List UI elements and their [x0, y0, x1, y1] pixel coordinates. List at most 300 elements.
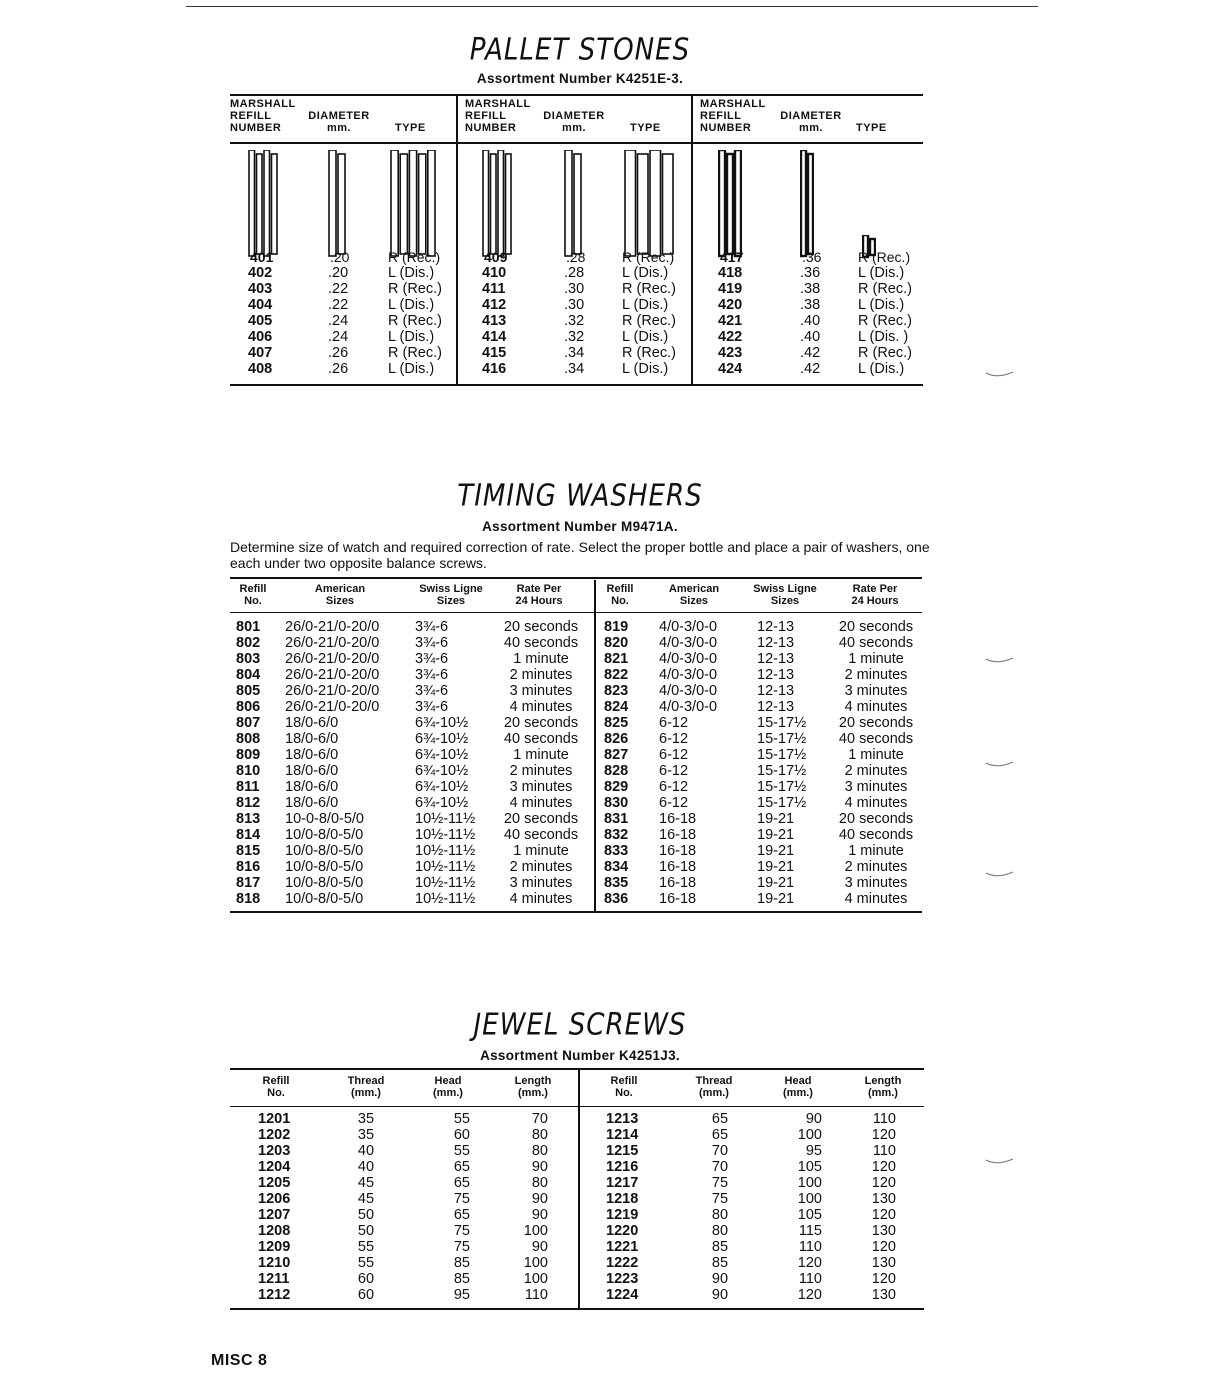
- swiss-ligne-size: 10½-11½: [415, 891, 476, 907]
- length-value: 100: [523, 1223, 548, 1239]
- refill-number: 1202: [258, 1127, 291, 1143]
- rate-per-24-hours: 4 minutes: [509, 795, 573, 811]
- american-size: 4/0-3/0-0: [659, 667, 718, 683]
- refill-number: 421: [718, 313, 743, 329]
- swiss-ligne-size: 10½-11½: [415, 843, 476, 859]
- diameter-value: .34: [564, 361, 585, 377]
- rate-per-24-hours: 20 seconds: [503, 619, 579, 635]
- american-size: 10/0-8/0-5/0: [285, 827, 364, 843]
- refill-number: 825: [604, 715, 629, 731]
- american-size: 4/0-3/0-0: [659, 683, 718, 699]
- american-size: 10-0-8/0-5/0: [285, 811, 364, 827]
- american-size: 16-18: [659, 827, 697, 843]
- american-size: 18/0-6/0: [285, 795, 339, 811]
- rate-per-24-hours: 20 seconds: [838, 619, 914, 635]
- thread-value: 65: [711, 1127, 729, 1143]
- thread-value: 55: [357, 1239, 375, 1255]
- timing-washers-bottom-rule: [230, 911, 922, 913]
- american-size: 4/0-3/0-0: [659, 651, 718, 667]
- refill-number: 1221: [606, 1239, 639, 1255]
- refill-number: 815: [236, 843, 261, 859]
- refill-number: 1203: [258, 1143, 291, 1159]
- diameter-value: .36: [800, 265, 821, 281]
- rate-per-24-hours: 2 minutes: [844, 667, 908, 683]
- refill-number: 836: [604, 891, 629, 907]
- american-size: 6-12: [659, 779, 689, 795]
- refill-number-header: MARSHALL REFILL NUMBER: [230, 98, 296, 134]
- thread-value: 50: [357, 1223, 375, 1239]
- pallet-stones-header-rule: [230, 142, 923, 144]
- swiss-ligne-size: 15-17½: [757, 731, 807, 747]
- refill-number: 824: [604, 699, 629, 715]
- jewel-screws-header-thread: Thread (mm.): [695, 1075, 733, 1099]
- refill-number: 814: [236, 827, 261, 843]
- pallet-stone-illustration: [390, 150, 436, 258]
- refill-number: 820: [604, 635, 629, 651]
- refill-number: 1219: [606, 1207, 639, 1223]
- diameter-value: .30: [564, 297, 585, 313]
- type-value: L (Dis.): [622, 297, 669, 313]
- american-size: 6-12: [659, 747, 689, 763]
- rate-per-24-hours: 3 minutes: [509, 683, 573, 699]
- refill-number: 1216: [606, 1159, 639, 1175]
- length-value: 120: [871, 1239, 896, 1255]
- thread-value: 85: [711, 1239, 729, 1255]
- refill-number: 806: [236, 699, 261, 715]
- thread-value: 80: [711, 1207, 729, 1223]
- length-value: 120: [871, 1207, 896, 1223]
- refill-number: 830: [604, 795, 629, 811]
- illustration-refill-number: 409: [484, 249, 508, 265]
- thread-value: 90: [711, 1271, 729, 1287]
- pallet-stones-separator: [456, 96, 458, 385]
- american-size: 26/0-21/0-20/0: [285, 683, 380, 699]
- head-value: 100: [797, 1127, 822, 1143]
- refill-number: 802: [236, 635, 261, 651]
- refill-number: 404: [248, 297, 273, 313]
- diameter-value: .24: [328, 313, 349, 329]
- rate-per-24-hours: 2 minutes: [844, 859, 908, 875]
- jewel-screws-header-head: Head (mm.): [783, 1075, 813, 1099]
- refill-number: 1204: [258, 1159, 291, 1175]
- rate-per-24-hours: 1 minute: [513, 843, 569, 859]
- jewel-screws-header-refill: Refill No.: [262, 1075, 290, 1099]
- type-header: TYPE: [395, 122, 426, 134]
- type-value: R (Rec.): [388, 281, 442, 297]
- thread-value: 65: [711, 1111, 729, 1127]
- swiss-ligne-size: 15-17½: [757, 715, 807, 731]
- american-size: 18/0-6/0: [285, 747, 339, 763]
- length-value: 70: [531, 1111, 548, 1127]
- jewel-screws-header-head: Head (mm.): [433, 1075, 463, 1099]
- type-value: L (Dis. ): [858, 329, 909, 345]
- american-size: 6-12: [659, 763, 689, 779]
- refill-number: 834: [604, 859, 629, 875]
- refill-number: 423: [718, 345, 743, 361]
- length-value: 130: [871, 1287, 896, 1303]
- illustration-refill-number: 417: [720, 249, 744, 265]
- length-value: 90: [531, 1207, 548, 1223]
- refill-number: 408: [248, 361, 273, 377]
- length-value: 100: [523, 1271, 548, 1287]
- jewel-screws-header-length: Length (mm.): [864, 1075, 902, 1099]
- american-size: 26/0-21/0-20/0: [285, 667, 380, 683]
- pallet-stone-illustration: [800, 150, 814, 258]
- american-size: 16-18: [659, 843, 697, 859]
- thread-value: 40: [357, 1143, 375, 1159]
- swiss-ligne-size: 6¾-10½: [415, 747, 469, 763]
- jewel-screws-header-rule: [230, 1106, 924, 1107]
- refill-number: 818: [236, 891, 261, 907]
- swiss-ligne-size: 3¾-6: [415, 651, 449, 667]
- head-value: 55: [453, 1111, 470, 1127]
- swiss-ligne-size: 15-17½: [757, 747, 807, 763]
- length-value: 120: [871, 1175, 896, 1191]
- illustration-type: R (Rec.): [388, 249, 441, 265]
- american-size: 16-18: [659, 859, 697, 875]
- refill-number: 1217: [606, 1175, 639, 1191]
- diameter-value: .20: [328, 265, 349, 281]
- refill-number: 823: [604, 683, 629, 699]
- rate-per-24-hours: 40 seconds: [838, 635, 914, 651]
- diameter-value: .38: [800, 281, 821, 297]
- swiss-ligne-size: 12-13: [757, 699, 795, 715]
- head-value: 105: [797, 1207, 822, 1223]
- refill-number: 803: [236, 651, 261, 667]
- refill-number: 1220: [606, 1223, 639, 1239]
- refill-number: 1224: [606, 1287, 639, 1303]
- rate-per-24-hours: 4 minutes: [509, 891, 573, 907]
- diameter-value: .22: [328, 297, 349, 313]
- refill-number: 831: [604, 811, 629, 827]
- type-value: R (Rec.): [858, 281, 912, 297]
- refill-number: 1222: [606, 1255, 639, 1271]
- swiss-ligne-size: 19-21: [757, 811, 795, 827]
- american-size: 18/0-6/0: [285, 715, 339, 731]
- swiss-ligne-size: 12-13: [757, 635, 795, 651]
- refill-number-header: MARSHALL REFILL NUMBER: [465, 98, 531, 134]
- diameter-value: .26: [328, 345, 349, 361]
- thread-value: 75: [711, 1191, 729, 1207]
- swiss-ligne-size: 19-21: [757, 827, 795, 843]
- top-rule: [186, 6, 1038, 7]
- refill-number: 410: [482, 265, 507, 281]
- refill-number: 832: [604, 827, 629, 843]
- refill-number: 1212: [258, 1287, 291, 1303]
- pallet-stone-illustration: [248, 150, 278, 258]
- type-value: L (Dis.): [622, 361, 669, 377]
- timing-washers-header-swiss: Swiss Ligne Sizes: [753, 583, 817, 607]
- rate-per-24-hours: 4 minutes: [844, 891, 908, 907]
- rate-per-24-hours: 1 minute: [848, 843, 904, 859]
- pallet-stone-illustration: [482, 150, 512, 258]
- pallet-stones-assortment: Assortment Number K4251E-3.: [476, 71, 684, 86]
- swiss-ligne-size: 3¾-6: [415, 683, 449, 699]
- length-value: 120: [871, 1127, 896, 1143]
- refill-number: 414: [482, 329, 507, 345]
- type-value: R (Rec.): [622, 281, 676, 297]
- diameter-value: .42: [800, 361, 821, 377]
- timing-washers-header-swiss: Swiss Ligne Sizes: [419, 583, 483, 607]
- length-value: 120: [871, 1159, 896, 1175]
- diameter-header: DIAMETER mm.: [780, 110, 842, 134]
- refill-number: 412: [482, 297, 507, 313]
- length-value: 80: [531, 1175, 548, 1191]
- diameter-value: .42: [800, 345, 821, 361]
- illustration-type: R (Rec.): [858, 249, 911, 265]
- type-value: R (Rec.): [622, 345, 676, 361]
- thread-value: 55: [357, 1255, 375, 1271]
- refill-number: 419: [718, 281, 743, 297]
- refill-number: 424: [718, 361, 743, 377]
- refill-number: 805: [236, 683, 261, 699]
- swiss-ligne-size: 10½-11½: [415, 859, 476, 875]
- length-value: 110: [872, 1143, 896, 1159]
- rate-per-24-hours: 1 minute: [848, 651, 904, 667]
- diameter-value: .38: [800, 297, 821, 313]
- swiss-ligne-size: 6¾-10½: [415, 715, 469, 731]
- head-value: 85: [453, 1255, 470, 1271]
- rate-per-24-hours: 3 minutes: [844, 683, 908, 699]
- refill-number: 813: [236, 811, 261, 827]
- head-value: 120: [797, 1287, 822, 1303]
- american-size: 4/0-3/0-0: [659, 699, 718, 715]
- jewel-screws-header-thread: Thread (mm.): [347, 1075, 385, 1099]
- refill-number: 1218: [606, 1191, 639, 1207]
- refill-number: 809: [236, 747, 261, 763]
- diameter-value: .24: [328, 329, 349, 345]
- page-label: MISC 8: [211, 1352, 268, 1369]
- thread-value: 60: [357, 1271, 375, 1287]
- thread-value: 35: [357, 1127, 375, 1143]
- type-value: R (Rec.): [388, 313, 442, 329]
- margin-mark: [985, 870, 1015, 878]
- swiss-ligne-size: 19-21: [757, 859, 795, 875]
- jewel-screws-title: JEWEL SCREWS: [473, 1006, 687, 1042]
- refill-number: 1208: [258, 1223, 291, 1239]
- head-value: 100: [797, 1175, 822, 1191]
- american-size: 10/0-8/0-5/0: [285, 843, 364, 859]
- rate-per-24-hours: 20 seconds: [838, 715, 914, 731]
- timing-washers-header-rate: Rate Per 24 Hours: [515, 583, 563, 607]
- refill-number: 418: [718, 265, 743, 281]
- american-size: 26/0-21/0-20/0: [285, 651, 380, 667]
- diameter-value: .22: [328, 281, 349, 297]
- swiss-ligne-size: 10½-11½: [415, 811, 476, 827]
- swiss-ligne-size: 6¾-10½: [415, 763, 469, 779]
- swiss-ligne-size: 6¾-10½: [415, 795, 469, 811]
- timing-washers-top-rule: [230, 577, 922, 579]
- type-value: R (Rec.): [858, 313, 912, 329]
- american-size: 18/0-6/0: [285, 731, 339, 747]
- rate-per-24-hours: 3 minutes: [509, 875, 573, 891]
- length-value: 130: [871, 1223, 896, 1239]
- timing-washers-header-american: American Sizes: [314, 583, 366, 607]
- american-size: 10/0-8/0-5/0: [285, 875, 364, 891]
- refill-number: 829: [604, 779, 629, 795]
- refill-number-header: MARSHALL REFILL NUMBER: [700, 98, 766, 134]
- illustration-diameter: .36: [802, 249, 822, 265]
- rate-per-24-hours: 1 minute: [513, 747, 569, 763]
- refill-number: 827: [604, 747, 629, 763]
- swiss-ligne-size: 12-13: [757, 683, 795, 699]
- refill-number: 422: [718, 329, 743, 345]
- american-size: 26/0-21/0-20/0: [285, 619, 380, 635]
- timing-washers-title: TIMING WASHERS: [457, 477, 703, 513]
- refill-number: 801: [236, 619, 261, 635]
- type-value: R (Rec.): [388, 345, 442, 361]
- illustration-diameter: .20: [330, 249, 350, 265]
- american-size: 16-18: [659, 811, 697, 827]
- thread-value: 45: [357, 1191, 375, 1207]
- thread-value: 35: [357, 1111, 375, 1127]
- timing-washers-assortment: Assortment Number M9471A.: [482, 519, 678, 534]
- timing-washers-separator: [594, 580, 596, 912]
- timing-washers-header-american: American Sizes: [668, 583, 720, 607]
- rate-per-24-hours: 40 seconds: [838, 827, 914, 843]
- swiss-ligne-size: 10½-11½: [415, 875, 476, 891]
- swiss-ligne-size: 10½-11½: [415, 827, 476, 843]
- refill-number: 1214: [606, 1127, 639, 1143]
- rate-per-24-hours: 1 minute: [848, 747, 904, 763]
- rate-per-24-hours: 20 seconds: [838, 811, 914, 827]
- timing-washers-header-refill: Refill No.: [606, 583, 634, 607]
- rate-per-24-hours: 4 minutes: [844, 795, 908, 811]
- type-header: TYPE: [630, 122, 661, 134]
- length-value: 120: [871, 1271, 896, 1287]
- refill-number: 1205: [258, 1175, 291, 1191]
- rate-per-24-hours: 3 minutes: [844, 779, 908, 795]
- rate-per-24-hours: 40 seconds: [838, 731, 914, 747]
- length-value: 110: [524, 1287, 548, 1303]
- refill-number: 415: [482, 345, 507, 361]
- length-value: 130: [871, 1191, 896, 1207]
- refill-number: 812: [236, 795, 261, 811]
- head-value: 65: [453, 1159, 470, 1175]
- head-value: 95: [805, 1143, 822, 1159]
- illustration-type: R (Rec.): [622, 249, 675, 265]
- refill-number: 407: [248, 345, 273, 361]
- rate-per-24-hours: 4 minutes: [509, 699, 573, 715]
- american-size: 18/0-6/0: [285, 763, 339, 779]
- refill-number: 833: [604, 843, 629, 859]
- head-value: 115: [798, 1223, 822, 1239]
- thread-value: 60: [357, 1287, 375, 1303]
- type-value: L (Dis.): [622, 329, 669, 345]
- refill-number: 1209: [258, 1239, 291, 1255]
- refill-number: 420: [718, 297, 743, 313]
- diameter-value: .26: [328, 361, 349, 377]
- rate-per-24-hours: 20 seconds: [503, 715, 579, 731]
- jewel-screws-bottom-rule: [230, 1308, 924, 1310]
- diameter-value: .30: [564, 281, 585, 297]
- type-value: L (Dis.): [388, 265, 435, 281]
- timing-washers-header-rate: Rate Per 24 Hours: [851, 583, 899, 607]
- american-size: 16-18: [659, 875, 697, 891]
- head-value: 60: [453, 1127, 470, 1143]
- diameter-value: .28: [564, 265, 585, 281]
- pallet-stones-title: PALLET STONES: [469, 31, 691, 67]
- american-size: 6-12: [659, 731, 689, 747]
- rate-per-24-hours: 3 minutes: [509, 779, 573, 795]
- head-value: 110: [798, 1271, 822, 1287]
- thread-value: 80: [711, 1223, 729, 1239]
- thread-value: 40: [357, 1159, 375, 1175]
- length-value: 90: [531, 1159, 548, 1175]
- type-header: TYPE: [856, 122, 887, 134]
- thread-value: 70: [711, 1143, 729, 1159]
- swiss-ligne-size: 3¾-6: [415, 635, 449, 651]
- swiss-ligne-size: 19-21: [757, 891, 795, 907]
- type-value: R (Rec.): [622, 313, 676, 329]
- diameter-header: DIAMETER mm.: [308, 110, 370, 134]
- diameter-value: .40: [800, 329, 821, 345]
- diameter-value: .34: [564, 345, 585, 361]
- pallet-stones-separator: [691, 96, 693, 385]
- head-value: 75: [453, 1239, 470, 1255]
- american-size: 6-12: [659, 795, 689, 811]
- jewel-screws-separator: [578, 1069, 580, 1310]
- refill-number: 1223: [606, 1271, 639, 1287]
- length-value: 80: [531, 1143, 548, 1159]
- rate-per-24-hours: 40 seconds: [503, 635, 579, 651]
- length-value: 90: [531, 1239, 548, 1255]
- timing-washers-header-refill: Refill No.: [239, 583, 267, 607]
- refill-number: 403: [248, 281, 273, 297]
- margin-mark: [985, 760, 1015, 768]
- rate-per-24-hours: 3 minutes: [844, 875, 908, 891]
- head-value: 65: [453, 1175, 470, 1191]
- refill-number: 819: [604, 619, 629, 635]
- swiss-ligne-size: 19-21: [757, 843, 795, 859]
- refill-number: 1201: [258, 1111, 291, 1127]
- american-size: 4/0-3/0-0: [659, 635, 718, 651]
- length-value: 110: [872, 1111, 896, 1127]
- american-size: 16-18: [659, 891, 697, 907]
- head-value: 95: [453, 1287, 470, 1303]
- margin-mark: [985, 656, 1015, 664]
- refill-number: 402: [248, 265, 273, 281]
- swiss-ligne-size: 15-17½: [757, 795, 807, 811]
- thread-value: 90: [711, 1287, 729, 1303]
- diameter-header: DIAMETER mm.: [543, 110, 605, 134]
- refill-number: 828: [604, 763, 629, 779]
- thread-value: 70: [711, 1159, 729, 1175]
- illustration-diameter: .28: [566, 249, 586, 265]
- head-value: 55: [453, 1143, 470, 1159]
- length-value: 100: [523, 1255, 548, 1271]
- head-value: 85: [453, 1271, 470, 1287]
- american-size: 6-12: [659, 715, 689, 731]
- rate-per-24-hours: 2 minutes: [509, 763, 573, 779]
- american-size: 26/0-21/0-20/0: [285, 635, 380, 651]
- head-value: 100: [797, 1191, 822, 1207]
- head-value: 75: [453, 1191, 470, 1207]
- head-value: 120: [797, 1255, 822, 1271]
- rate-per-24-hours: 20 seconds: [503, 811, 579, 827]
- timing-washers-description: Determine size of watch and required correction of rate. Select the proper bottle and place a pair of washers, one each under two opposite balance screws.: [230, 539, 930, 571]
- american-size: 18/0-6/0: [285, 779, 339, 795]
- swiss-ligne-size: 6¾-10½: [415, 731, 469, 747]
- jewel-screws-top-rule: [230, 1068, 924, 1070]
- refill-number: 821: [604, 651, 629, 667]
- swiss-ligne-size: 19-21: [757, 875, 795, 891]
- diameter-value: .32: [564, 313, 585, 329]
- rate-per-24-hours: 2 minutes: [844, 763, 908, 779]
- refill-number: 810: [236, 763, 261, 779]
- type-value: L (Dis.): [388, 297, 435, 313]
- diameter-value: .32: [564, 329, 585, 345]
